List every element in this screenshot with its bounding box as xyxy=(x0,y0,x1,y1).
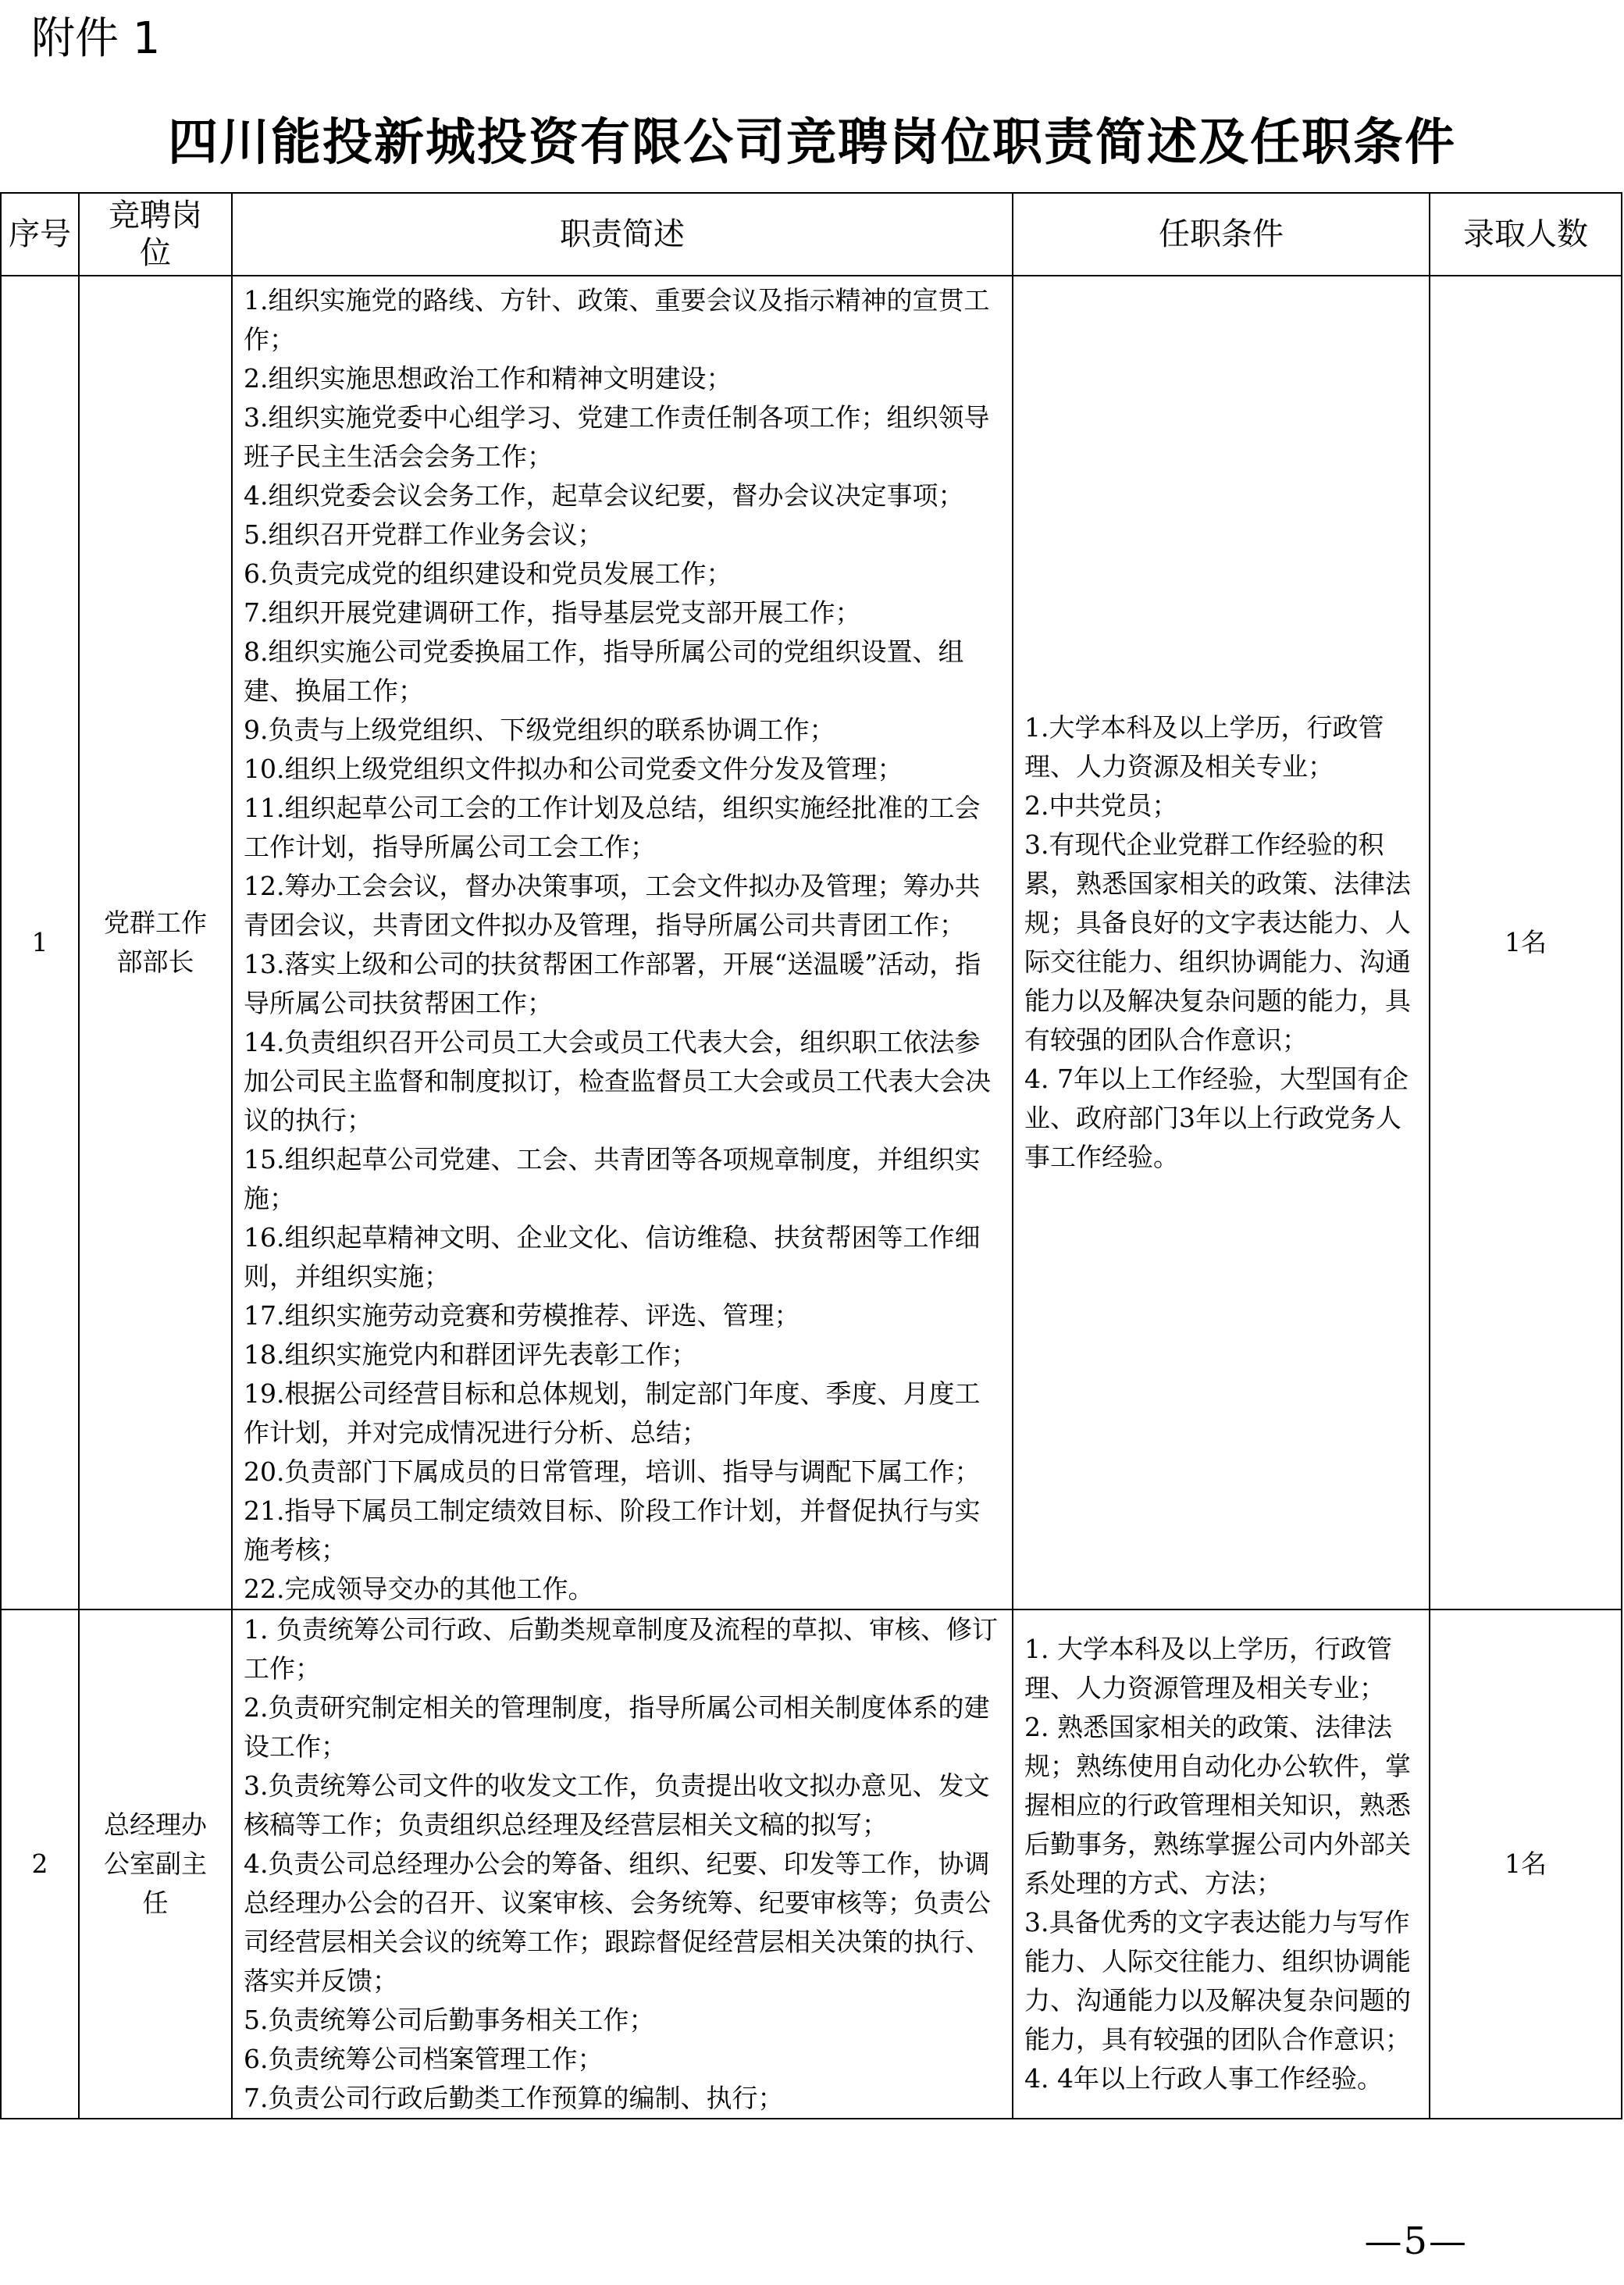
duty-item: 8.组织实施公司党委换届工作，指导所属公司的党组织设置、组建、换届工作； xyxy=(244,636,964,706)
position-table xyxy=(0,192,1622,2119)
duty-item: 19.根据公司经营目标和总体规划，制定部门年度、季度、月度工作计划，并对完成情况进行分析、总结； xyxy=(244,1378,981,1448)
header-conditions: 任职条件 xyxy=(1013,193,1430,276)
row-conditions xyxy=(1013,1609,1430,2119)
duty-item: 7.负责公司行政后勤类工作预算的编制、执行； xyxy=(244,2083,784,2113)
condition-item: 3.有现代企业党群工作经验的积累，熟悉国家相关的政策、法律法规；具备良好的文字表达能力、人际交往能力、组织协调能力、沟通能力以及解决复杂问题的能力，具有较强的团队合作意识； xyxy=(1024,829,1411,1055)
page-number: —5— xyxy=(1364,2219,1468,2263)
row-count: 1名 xyxy=(1430,1609,1622,2119)
row-duties xyxy=(232,1609,1013,2119)
duty-item: 20.负责部门下属成员的日常管理，培训、指导与调配下属工作； xyxy=(244,1456,981,1487)
duty-item: 18.组织实施党内和群团评先表彰工作； xyxy=(244,1339,697,1370)
condition-item: 1.大学本科及以上学历，行政管理、人力资源及相关专业； xyxy=(1024,712,1384,782)
duty-item: 3.负责统筹公司文件的收发文工作，负责提出收文拟办意见、发文核稿等工作；负责组织总经理及经营层相关文稿的拟写； xyxy=(244,1770,990,1840)
table-row xyxy=(1,1609,1622,2119)
duty-item: 2.组织实施思想政治工作和精神文明建设； xyxy=(244,363,732,394)
header-index: 序号 xyxy=(1,193,79,276)
condition-item: 4. 7年以上工作经验，大型国有企业、政府部门3年以上行政党务人事工作经验。 xyxy=(1024,1064,1409,1172)
row-count: 1名 xyxy=(1430,276,1622,1609)
row-position: 总经理办公室副主任 xyxy=(79,1609,232,2119)
duty-item: 5.负责统筹公司后勤事务相关工作； xyxy=(244,2005,655,2035)
condition-item: 2.中共党员； xyxy=(1024,790,1178,821)
row-position: 党群工作部部长 xyxy=(79,276,232,1609)
duty-item: 4.组织党委会议会务工作，起草会议纪要，督办会议决定事项； xyxy=(244,480,964,511)
header-duties: 职责简述 xyxy=(232,193,1013,276)
duty-item: 14.负责组织召开公司员工大会或员工代表大会，组织职工依法参加公司民主监督和制度拟订，检查监督员工大会或员工代表大会决议的执行； xyxy=(244,1027,991,1135)
duty-item: 10.组织上级党组织文件拟办和公司党委文件分发及管理； xyxy=(244,754,903,784)
row-conditions xyxy=(1013,276,1430,1609)
duty-item: 2.负责研究制定相关的管理制度，指导所属公司相关制度体系的建设工作； xyxy=(244,1692,990,1762)
row-duties xyxy=(232,276,1013,1609)
duty-item: 16.组织起草精神文明、企业文化、信访维稳、扶贫帮困等工作细则，并组织实施； xyxy=(244,1222,981,1292)
duty-item: 9.负责与上级党组织、下级党组织的联系协调工作； xyxy=(244,715,835,745)
duty-item: 5.组织召开党群工作业务会议； xyxy=(244,519,604,550)
duty-item: 17.组织实施劳动竞赛和劳模推荐、评选、管理； xyxy=(244,1300,800,1331)
duty-item: 22.完成领导交办的其他工作。 xyxy=(244,1574,594,1604)
duty-item: 13.落实上级和公司的扶贫帮困工作部署，开展“送温暖”活动，指导所属公司扶贫帮困工作； xyxy=(244,949,981,1018)
condition-item: 4. 4年以上行政人事工作经验。 xyxy=(1024,2063,1383,2094)
table-row xyxy=(1,276,1622,1609)
duty-item: 21.指导下属员工制定绩效目标、阶段工作计划，并督促执行与实施考核； xyxy=(244,1495,981,1565)
duty-item: 6.负责统筹公司档案管理工作； xyxy=(244,2044,604,2074)
document-title: 四川能投新城投资有限公司竞聘岗位职责简述及任职条件 xyxy=(168,114,1456,172)
duty-item: 7.组织开展党建调研工作，指导基层党支部开展工作； xyxy=(244,597,861,628)
duty-item: 4.负责公司总经理办公会的筹备、组织、纪要、印发等工作，协调总经理办公会的召开、议案审核、会务统筹、纪要审核等；负责公司经营层相关会议的统筹工作；跟踪督促经营层相关决策的执行、落实并反馈； xyxy=(244,1848,991,1996)
condition-item: 1. 大学本科及以上学历，行政管理、人力资源管理及相关专业； xyxy=(1024,1634,1392,1703)
duty-item: 12.筹办工会会议，督办决策事项，工会文件拟办及管理；筹办共青团会议，共青团文件拟办及管理，指导所属公司共青团工作； xyxy=(244,871,981,940)
duty-item: 3.组织实施党委中心组学习、党建工作责任制各项工作；组织领导班子民主生活会会务工作； xyxy=(244,402,990,472)
condition-item: 2. 熟悉国家相关的政策、法律法规；熟练使用自动化办公软件，掌握相应的行政管理相关知识，熟悉后勤事务，熟练掌握公司内外部关系处理的方式、方法； xyxy=(1024,1712,1411,1898)
row-index: 1 xyxy=(1,276,79,1609)
header-count: 录取人数 xyxy=(1430,193,1622,276)
table-header-row xyxy=(1,193,1622,276)
condition-item: 3.具备优秀的文字表达能力与写作能力、人际交往能力、组织协调能力、沟通能力以及解决复杂问题的能力，具有较强的团队合作意识； xyxy=(1024,1907,1411,2055)
duty-item: 11.组织起草公司工会的工作计划及总结，组织实施经批准的工会工作计划，指导所属公司工会工作； xyxy=(244,793,981,862)
duty-item: 15.组织起草公司党建、工会、共青团等各项规章制度，并组织实施； xyxy=(244,1144,981,1214)
header-position: 竞聘岗位 xyxy=(79,193,232,276)
duty-item: 1.组织实施党的路线、方针、政策、重要会议及指示精神的宣贯工作； xyxy=(244,285,990,355)
row-index: 2 xyxy=(1,1609,79,2119)
duty-item: 6.负责完成党的组织建设和党员发展工作； xyxy=(244,558,732,589)
attachment-label: 附件 1 xyxy=(31,13,161,64)
duty-item: 1. 负责统筹公司行政、后勤类规章制度及流程的草拟、审核、修订工作； xyxy=(244,1614,998,1684)
